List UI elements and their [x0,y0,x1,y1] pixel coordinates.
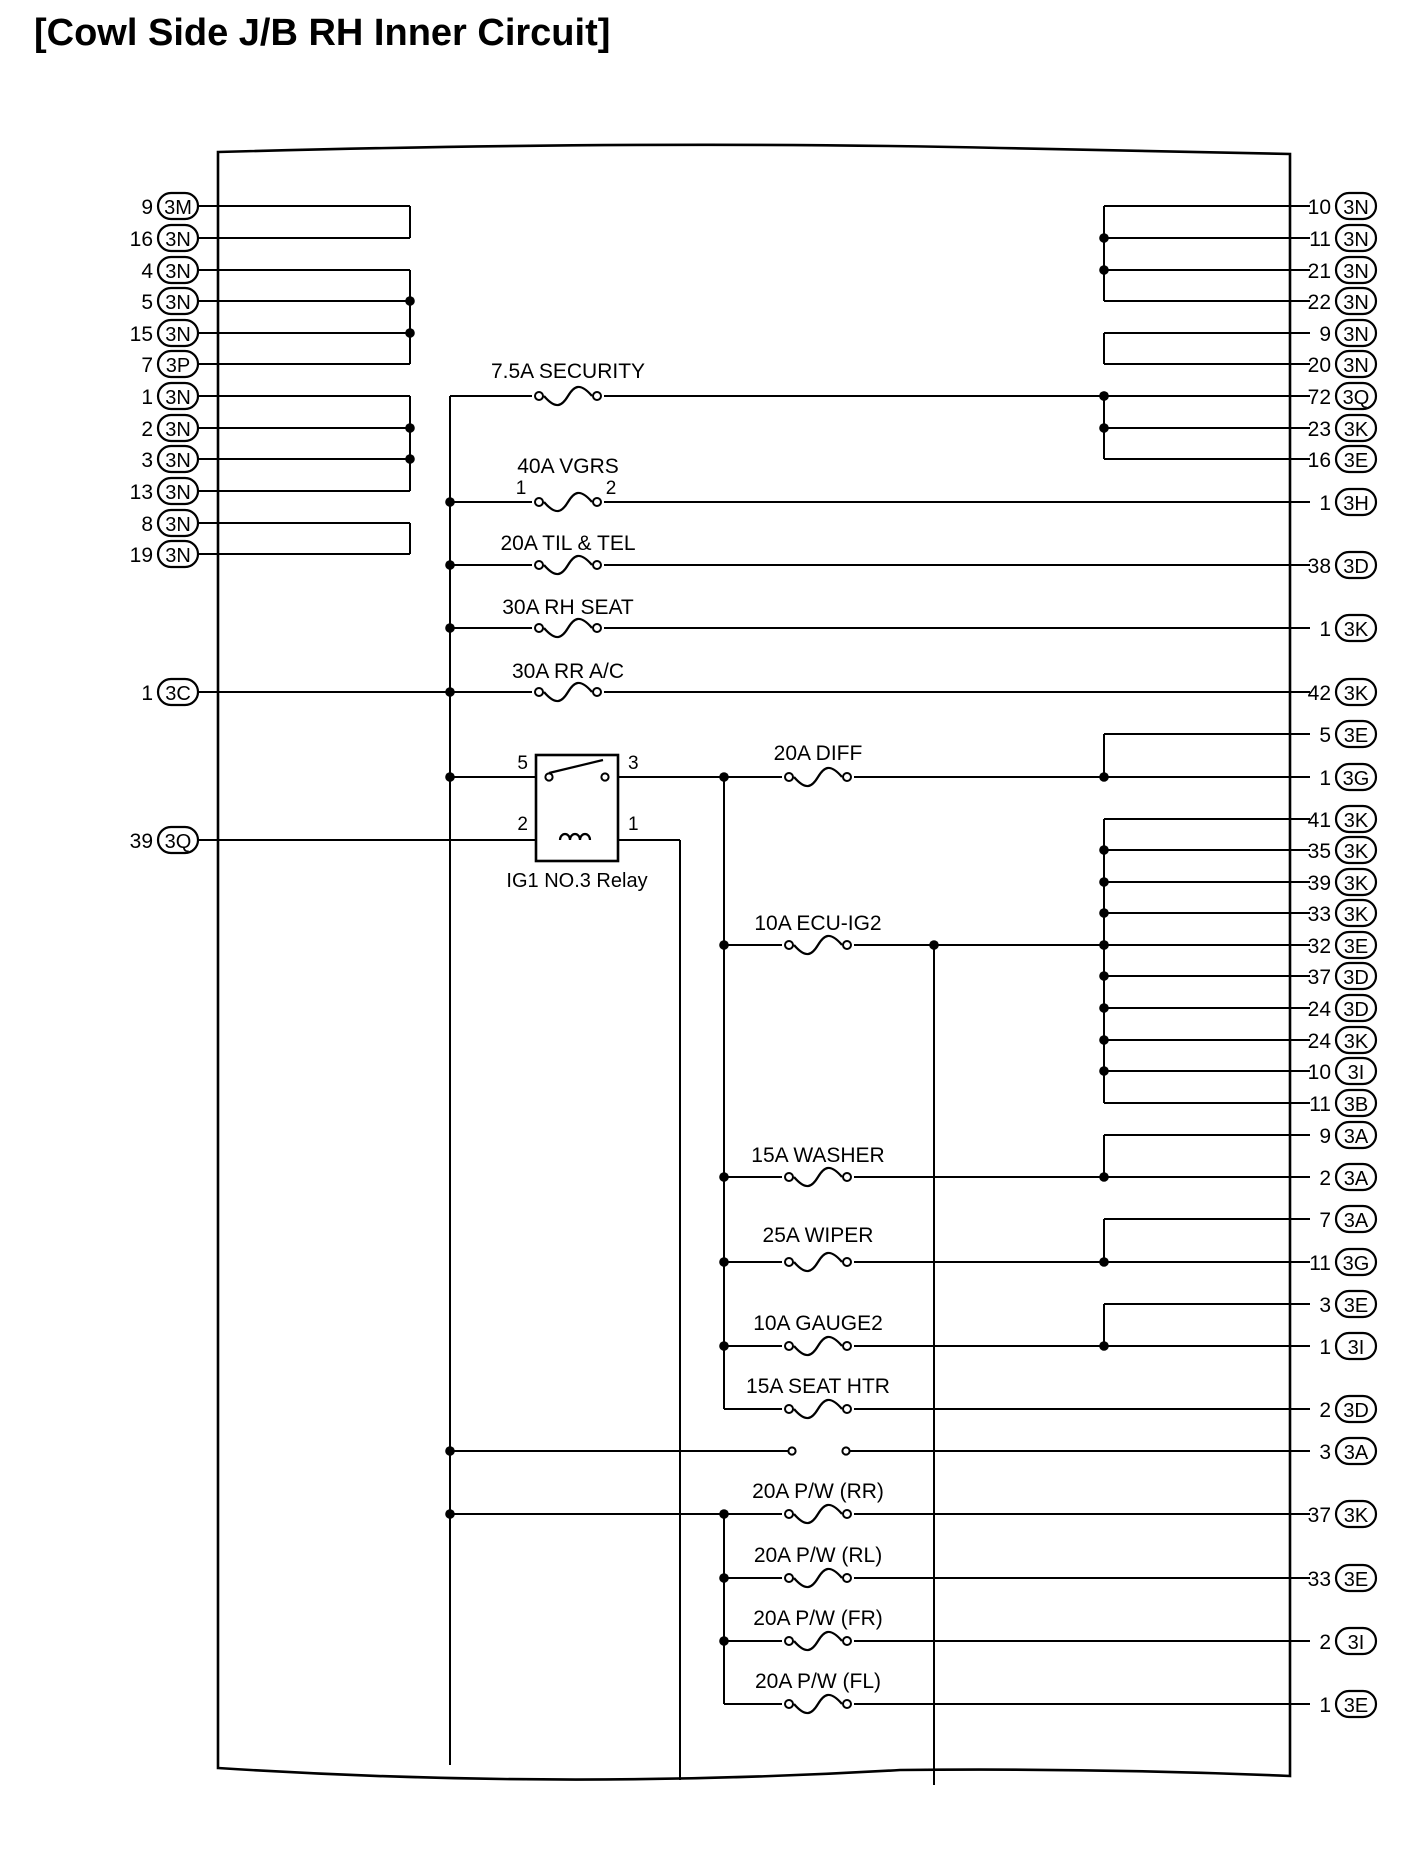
fuse-terminal [843,1173,851,1181]
right-connector-14 [1319,764,1376,790]
right-connector-10 [1308,552,1376,578]
left-connector-8 [141,446,198,472]
fuse-terminal [785,1405,793,1413]
connector-pin: 37 [1307,1504,1331,1527]
connector-pin: 5 [1319,724,1331,747]
junction-dot [1099,877,1109,887]
open-terminal [842,1447,849,1454]
connector-pin: 16 [129,228,153,251]
junction-dot [405,423,415,433]
fuse-12 [754,1544,882,1587]
right-connector-7 [1308,415,1376,441]
fuse-0 [491,360,645,405]
connector-pin: 35 [1307,840,1331,863]
connector-pin: 1 [1319,1336,1331,1359]
connector-code: 3K [1343,810,1369,832]
open-terminal [788,1447,795,1454]
connector-pin: 21 [1307,260,1331,283]
fuse-label: 40A VGRS [517,455,619,478]
connector-code: 3I [1347,1062,1365,1084]
connector-pin: 1 [1319,618,1331,641]
connector-pin: 1 [1319,1694,1331,1717]
fuse-label: 20A DIFF [773,742,863,765]
fuse-3 [502,596,634,637]
connector-pin: 42 [1307,682,1331,705]
connector-code: 3N [165,387,191,409]
left-connector-12 [141,679,198,705]
connector-pin: 9 [141,196,153,219]
junction-dot [405,454,415,464]
fuse-11 [752,1480,884,1523]
fuse-label: 15A SEAT HTR [746,1375,890,1398]
fuse-terminal [843,1637,851,1645]
junction-dot [405,296,415,306]
junction-dot [445,623,455,633]
right-connector-12 [1308,679,1376,705]
junction-dot [1099,845,1109,855]
connector-pin: 16 [1307,449,1331,472]
connector-pin: 11 [1309,228,1331,251]
fuse-9 [753,1312,883,1355]
fuse-terminal [785,1637,793,1645]
connector-pin: 37 [1307,966,1331,989]
junction-dot [719,1636,729,1646]
connector-code: 3G [1342,1253,1370,1275]
left-connector-6 [141,383,198,409]
connector-code: 3K [1343,1031,1369,1053]
connector-pin: 2 [141,418,153,441]
fuse-terminal [843,1258,851,1266]
junction-dot [445,1446,455,1456]
connector-code: 3N [165,514,191,536]
connector-code: 3D [1343,967,1369,989]
connector-code: 3Q [1342,387,1370,409]
relay-contact [601,773,608,780]
connector-pin: 15 [129,323,153,346]
fuse-terminal [785,1574,793,1582]
right-connector-3 [1308,288,1376,314]
fuse-terminal [535,498,543,506]
fuse-10 [746,1375,890,1418]
left-connector-4 [130,320,198,346]
relay-pin: 2 [517,814,528,835]
junction-dot [1099,1003,1109,1013]
connector-code: 3A [1343,1168,1369,1190]
right-connector-34 [1308,1565,1376,1591]
connector-pin: 2 [1319,1399,1331,1422]
relay-pin: 5 [517,753,528,774]
junction-dot [719,1257,729,1267]
connector-code: 3K [1343,419,1369,441]
relay-ig1-no3 [506,753,647,892]
connector-code: 3P [165,355,191,377]
right-connector-35 [1319,1628,1376,1654]
connector-pin: 7 [141,354,153,377]
junction-dot [445,772,455,782]
right-connector-33 [1308,1501,1376,1527]
connector-code: 3N [165,482,191,504]
left-connector-5 [141,351,198,377]
fuse-terminal [593,561,601,569]
connector-code: 3K [1343,683,1369,705]
junction-dot [1099,1341,1109,1351]
fuse-8 [763,1224,874,1271]
fuse-terminal [535,392,543,400]
connector-pin: 1 [141,386,153,409]
connector-pin: 22 [1307,291,1331,314]
connector-code: 3N [1343,197,1369,219]
connector-code: 3D [1343,1400,1369,1422]
connector-code: 3A [1343,1126,1369,1148]
relay-pin: 3 [628,753,639,774]
connector-code: 3N [165,324,191,346]
junction-dot [1099,423,1109,433]
junction-dot [1099,940,1109,950]
connector-code: 3K [1343,619,1369,641]
connector-pin: 72 [1307,386,1331,409]
right-connector-0 [1308,193,1376,219]
fuse-terminal [843,773,851,781]
connector-pin: 33 [1307,903,1331,926]
relay-contact [545,773,552,780]
connector-pin: 1 [141,682,153,705]
connector-pin: 41 [1307,809,1331,832]
right-connector-19 [1308,932,1376,958]
connector-code: 3N [165,419,191,441]
right-connector-13 [1319,721,1376,747]
junction-dot [1099,1172,1109,1182]
connector-pin: 38 [1307,555,1331,578]
junction-dot [445,687,455,697]
fuse-terminal [785,1342,793,1350]
left-connector-13 [130,827,198,853]
connector-pin: 9 [1319,323,1331,346]
connector-code: 3N [1343,292,1369,314]
connector-code: 3N [165,261,191,283]
connector-code: 3A [1343,1442,1369,1464]
connector-code: 3E [1343,450,1369,472]
left-connector-7 [141,415,198,441]
connector-code: 3K [1343,841,1369,863]
junction-dot [1099,1066,1109,1076]
connector-code: 3G [1342,768,1370,790]
connector-pin: 3 [1319,1441,1331,1464]
connector-pin: 5 [141,291,153,314]
right-connector-36 [1319,1691,1376,1717]
fuse-terminal [785,1510,793,1518]
fuse-label: 20A P/W (FR) [753,1607,883,1630]
right-connector-5 [1308,351,1376,377]
fuse-4 [512,660,624,701]
fuse-label: 10A ECU-IG2 [754,912,882,935]
connector-pin: 2 [1319,1167,1331,1190]
fuse-label: 10A GAUGE2 [753,1312,883,1335]
connector-code: 3E [1343,1695,1369,1717]
fuse-label: 15A WASHER [751,1144,885,1167]
junction-dot [1099,772,1109,782]
connector-pin: 3 [1319,1294,1331,1317]
right-connector-6 [1308,383,1376,409]
connector-code: 3A [1343,1210,1369,1232]
connector-code: 3E [1343,725,1369,747]
relay-pin: 1 [628,814,639,835]
fuse-6 [754,912,881,954]
connector-code: 3N [1343,324,1369,346]
connector-pin: 1 [1319,492,1331,515]
connector-pin: 24 [1307,1030,1331,1053]
connector-pin: 39 [129,830,153,853]
connector-code: 3N [165,545,191,567]
right-connector-27 [1319,1206,1376,1232]
connector-pin: 11 [1309,1093,1331,1116]
junction-dot [1099,1035,1109,1045]
fuse-label: 30A RR A/C [511,660,625,683]
right-connector-31 [1319,1396,1376,1422]
fuse-pin: 1 [515,478,527,499]
right-connector-21 [1308,995,1376,1021]
fuse-terminal [785,1173,793,1181]
connector-code: 3K [1343,1505,1369,1527]
fuse-label: 7.5A SECURITY [490,360,646,383]
relay-label: IG1 NO.3 Relay [506,870,648,892]
left-connector-9 [130,478,198,504]
fuse-terminal [843,941,851,949]
connector-pin: 24 [1307,998,1331,1021]
right-connector-1 [1309,225,1376,251]
connector-code: 3N [165,229,191,251]
left-connector-10 [141,510,198,536]
connector-pin: 1 [1319,767,1331,790]
right-connector-24 [1309,1090,1376,1116]
page-title: [Cowl Side J/B RH Inner Circuit] [34,12,611,54]
fuse-14 [755,1670,881,1713]
junction-dot [445,1509,455,1519]
fuse-pin: 2 [605,478,617,499]
fuse-terminal [843,1510,851,1518]
connector-pin: 33 [1307,1568,1331,1591]
right-connector-column [1308,193,1376,1717]
right-connector-29 [1319,1291,1376,1317]
fuse-terminal [593,392,601,400]
connector-code: 3E [1343,1295,1369,1317]
right-connector-32 [1319,1438,1376,1464]
fuse-label: 20A P/W (FL) [754,1670,882,1693]
fuse-terminal [593,688,601,696]
right-connector-2 [1308,257,1376,283]
fuse-label: 25A WIPER [762,1224,874,1247]
junction-dot [1099,391,1109,401]
junction-dot [1099,265,1109,275]
connector-pin: 10 [1307,1061,1331,1084]
right-connector-28 [1309,1249,1376,1275]
left-connector-3 [141,288,198,314]
junction-dot [1099,233,1109,243]
junction-dot [719,1573,729,1583]
fuse-label: 20A TIL & TEL [500,532,636,555]
junction-dot [719,1509,729,1519]
fuse-7 [751,1144,884,1186]
connector-code: 3N [165,450,191,472]
left-connector-2 [141,257,198,283]
fuse-13 [753,1607,883,1650]
right-connector-26 [1319,1164,1376,1190]
junction-dot [1099,971,1109,981]
right-connector-25 [1319,1122,1376,1148]
connector-code: 3E [1343,936,1369,958]
connector-code: 3E [1343,1569,1369,1591]
fuse-terminal [785,941,793,949]
junction-dot [719,1341,729,1351]
connector-code: 3H [1343,493,1369,515]
fuse-terminal [535,561,543,569]
junction-dot [1099,1257,1109,1267]
right-connector-4 [1319,320,1376,346]
right-connector-20 [1308,963,1376,989]
right-connector-9 [1319,489,1376,515]
junction-dot [719,1172,729,1182]
connector-code: 3N [1343,355,1369,377]
fuse-terminal [785,773,793,781]
fuse-terminal [843,1342,851,1350]
connector-code: 3M [164,197,192,219]
connector-pin: 32 [1307,935,1331,958]
connector-code: 3N [165,292,191,314]
junction-dot [719,940,729,950]
connector-code: 3N [1343,229,1369,251]
connector-code: 3C [165,683,191,705]
fuse-terminal [843,1574,851,1582]
left-connector-column [130,193,198,853]
fuse-layer [491,360,890,1713]
connector-code: 3K [1343,904,1369,926]
junction-dot [445,497,455,507]
connector-code: 3I [1347,1632,1365,1654]
fuse-label: 30A RH SEAT [502,596,634,619]
relay-body [536,755,618,861]
left-connector-11 [130,541,198,567]
right-connector-15 [1308,806,1376,832]
connector-code: 3D [1343,556,1369,578]
connector-pin: 4 [141,260,153,283]
connector-pin: 10 [1307,196,1331,219]
left-connector-0 [141,193,198,219]
connector-pin: 9 [1319,1125,1331,1148]
fuse-terminal [535,688,543,696]
right-connector-23 [1308,1058,1376,1084]
fuse-terminal [593,624,601,632]
fuse-terminal [843,1405,851,1413]
junction-dot [719,772,729,782]
fuse-terminal [535,624,543,632]
connector-pin: 2 [1319,1631,1331,1654]
connector-code: 3D [1343,999,1369,1021]
connector-pin: 8 [141,513,153,536]
connector-pin: 23 [1307,418,1331,441]
junction-block-outline [218,145,1290,1780]
right-connector-16 [1308,837,1376,863]
fuse-terminal [593,498,601,506]
junction-dot [405,328,415,338]
right-connector-8 [1308,446,1376,472]
connector-pin: 39 [1307,872,1331,895]
right-connector-17 [1308,869,1376,895]
right-connector-18 [1308,900,1376,926]
fuse-5 [774,742,863,786]
connector-pin: 3 [141,449,153,472]
right-connector-22 [1308,1027,1376,1053]
connector-code: 3B [1343,1094,1369,1116]
junction-dot [445,560,455,570]
connector-pin: 19 [129,544,153,567]
right-connector-11 [1319,615,1376,641]
right-connector-30 [1319,1333,1376,1359]
connector-code: 3N [1343,261,1369,283]
connector-code: 3Q [164,831,192,853]
junction-dot-layer [405,233,1109,1646]
connector-pin: 20 [1307,354,1331,377]
fuse-terminal [843,1700,851,1708]
connector-pin: 11 [1309,1252,1331,1275]
connector-code: 3K [1343,873,1369,895]
fuse-label: 20A P/W (RL) [753,1544,883,1567]
fuse-terminal [785,1258,793,1266]
connector-code: 3I [1347,1337,1365,1359]
junction-dot [929,940,939,950]
fuse-terminal [785,1700,793,1708]
connector-pin: 13 [129,481,153,504]
fuse-label: 20A P/W (RR) [752,1480,884,1503]
connector-pin: 7 [1319,1209,1331,1232]
fuse-2 [500,532,635,574]
left-connector-1 [130,225,198,251]
junction-dot [1099,908,1109,918]
